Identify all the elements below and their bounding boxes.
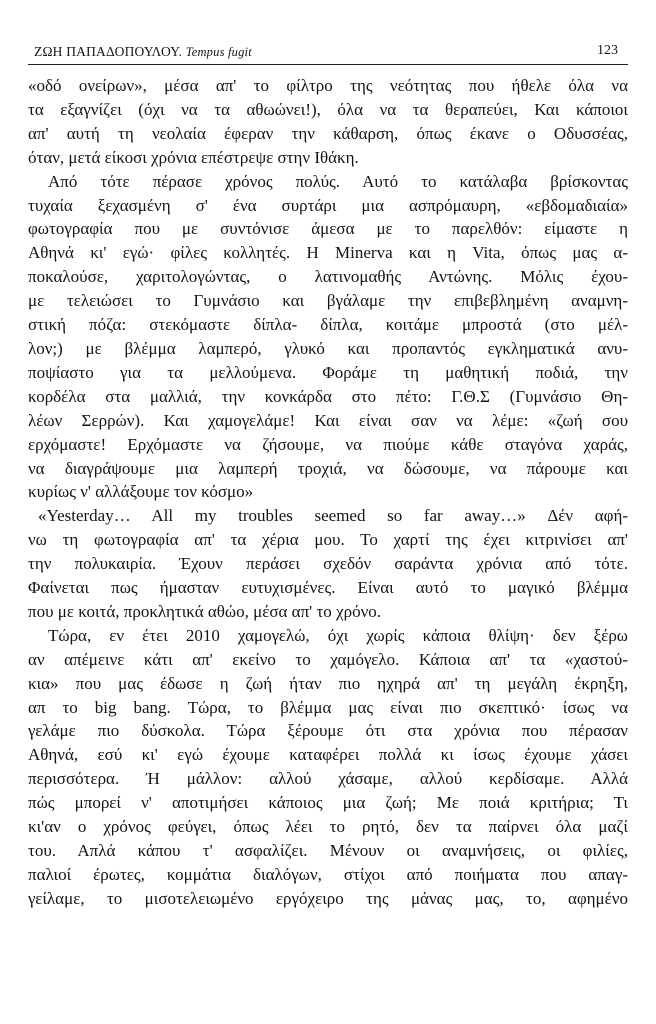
text-line: Αθηνά κι' εγώ· φίλες κολλητές. Η Minerva και η Vita, όπως μας α- [28,243,628,263]
text-line: τυχαία ξεχασμένη σ' ένα συρτάρι μια ασπρόμαυρη, «εβδομαδιαία» [28,195,628,215]
header-book-title: Tempus fugit [185,45,252,59]
header-author: ΖΩΗ ΠΑΠΑΔΟΠΟΥΛΟΥ. [34,44,183,59]
text-line: που με κοιτά, προκλητικά αθώο, μέσα απ' το χρόνο. [28,601,382,621]
text-line: του. Απλά κάπου τ' ασφαλίζει. Μένουν οι αναμνήσεις, οι φιλίες, [28,841,628,860]
body-text [28,74,628,911]
running-header [28,42,628,65]
text-line: γείλαμε, το μισοτελειωμένο εργόχειρο της μάνας μας, το, αφημένο [28,888,628,908]
text-line: απ το big bang. Τώρα, το βλέμμα μας είναι πιο σκεπτικό· ίσως να [28,697,628,717]
text-line: κορδέλα στα μαλλιά, την κονκάρδα στο πέτο: Γ.Θ.Σ (Γυμνάσιο Θη- [28,386,628,406]
text-line: περισσότερα. Ή μάλλον: αλλού χάσαμε, αλλού κερδίσαμε. Αλλά [28,769,628,789]
page-number: 123 [597,43,618,58]
text-line: με τελειώσει το Γυμνάσιο και βγάλαμε την επιβεβλημένη αναμνη- [28,291,628,311]
text-line: απ' αυτή τη νεολαία έφεραν την κάθαρση, όπως έκανε ο Οδυσσέας, [28,123,628,143]
text-line: ποκαλούσε, χαριτολογώντας, ο λατινομαθής Αντώνης. Μόλις έχου- [28,267,628,287]
text-line: κυρίως ν' αλλάξουμε τον κόσμο» [28,482,254,502]
text-line: γελάμε πιο δύσκολα. Τώρα ξέρουμε ότι στα χρόνια που πέρασαν [28,721,628,741]
text-line: Φαίνεται πως ήμασταν ευτυχισμένες. Είναι αυτό το μαγικό βλέμμα [28,578,628,598]
text-line: κι'αν ο χρόνος φεύγει, όπως λέει το ρητό, δεν τα παίρνει όλα μαζί [28,817,628,837]
text-line: Από τότε πέρασε χρόνος πολύς. Αυτό το κατάλαβα βρίσκοντας [48,171,628,191]
text-line: ποψίαστο για τα μελλούμενα. Φοράμε τη μαθητική ποδιά, την [28,362,628,382]
text-line: φωτογραφία που με συντόνισε άμεσα με το παρελθόν: είμαστε η [28,219,628,239]
text-line: όταν, μετά είκοσι χρόνια επέστρεψε στην Ιθάκη. [28,147,359,167]
text-line: την πολυκαιρία. Έχουν περάσει σχεδόν σαράντα χρόνια από τότε. [28,554,628,574]
text-line: στική πόζα: στεκόμαστε δίπλα- δίπλα, κοιτάμε μπροστά (στο μέλ- [28,315,628,335]
text-line: τα εξαγνίζει (όχι να τα αθωώνει!), όλα να τα θεραπεύει, Και κάποιοι [28,99,628,119]
text-line: αν απέμεινε κάτι απ' εκείνο το χαμόγελο. Κάποια απ' τα «χαστού- [28,649,628,669]
text-line: να διαγράψουμε μια λαμπερή τροχιά, να δώσουμε, να πάρουμε και [28,458,628,478]
text-line: Τώρα, εν έτει 2010 χαμογελώ, όχι χωρίς κάποια θλίψη· δεν ξέρω [48,625,628,645]
text-line: νω τη φωτογραφία απ' τα χέρια μου. Το χαρτί της έχει κιτρινίσει απ' [28,530,628,550]
text-line: Αθηνά, εσύ κι' εγώ έχουμε καταφέρει πολλά κι ίσως έχουμε χάσει [28,745,628,765]
text-line: λον;) με βλέμμα λαμπερό, γλυκό και προπαντός εγκληματικά ανυ- [28,338,628,358]
text-line: «Yesterday… All my troubles seemed so far away…» Δέν αφή- [38,506,628,526]
text-line: λέων Σερρών). Και χαμογελάμε! Και είναι σαν να λέμε: «ζωή σου [28,410,628,430]
text-line: κια» που μας έδωσε η ζωή ήταν πιο ηχηρά απ' τη μεγάλη έκρηξη, [28,673,628,693]
text-line: πώς μπορεί ν' αποτιμήσει κάποιος μια ζωή; Με ποιά κριτήρια; Τι [28,793,628,813]
text-line: ερχόμαστε! Ερχόμαστε να ζήσουμε, να πιούμε κάθε σταγόνα χαράς, [28,434,628,454]
header-left [34,44,252,60]
text-line: «οδό ονείρων», μέσα απ' το φίλτρο της νεότητας που ήθελε όλα να [28,76,628,95]
text-line: παλιοί έρωτες, κομμάτια διαλόγων, στίχοι από ποιήματα που απαγ- [28,864,628,884]
